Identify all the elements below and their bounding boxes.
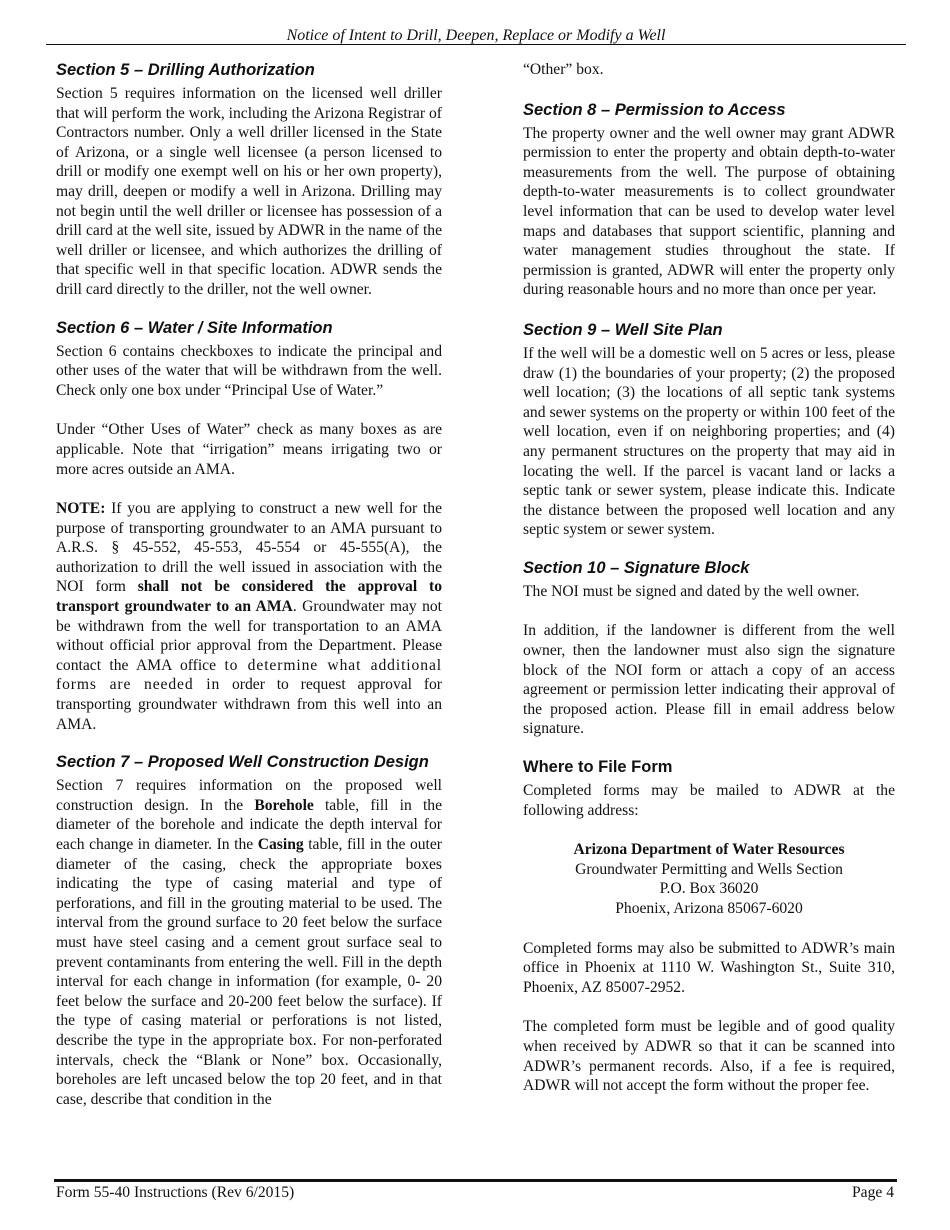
section-6-heading: Section 6 – Water / Site Information	[56, 318, 333, 337]
section-7-text-2: table, fill in the diameter of the borehole and indicate the depth interval for each change in diameter. In the	[56, 796, 442, 853]
left-column	[56, 60, 442, 1109]
section-10-body-2: In addition, if the landowner is different from the well owner, then the landowner must also sign the signature block of the NOI form or attach a copy of an access agreement or permission letter indicating their approval of the proposed action. Please fill in email address below signature.	[523, 622, 895, 738]
where-to-file-body-2: Completed forms may also be submitted to ADWR’s main office in Phoenix at 1110 W. Washington St., Suite 310, Phoenix, AZ 85007-2952.	[523, 939, 895, 996]
footer-page-number: Page 4	[851, 1184, 894, 1201]
address-line-2: P.O. Box 36020	[659, 880, 759, 898]
section-10-body-1: The NOI must be signed and dated by the well owner.	[523, 582, 860, 600]
section-5-body: Section 5 requires information on the licensed well driller that will perform the work, including the Arizona Registrar of Contractors number. Only a well driller licensed in the State of Arizona, or a single well licensee (a person licensed to drill or modify one exempt well on his or her own property), may drill, deepen or modify a well in Arizona. Drilling may not begin until the well driller or licensee has possession of a drill card at the well site, issued by ADWR in the name of the well driller or licensee, and which authorizes the drilling of that specific well in that specific location. ADWR sends the drill card directly to the driller, not the well owner.	[56, 85, 442, 298]
section-5-heading: Section 5 – Drilling Authorization	[56, 61, 315, 79]
section-7-heading: Section 7 – Proposed Well Construction Design	[56, 753, 429, 772]
section-8-body: The property owner and the well owner may grant ADWR permission to enter the property and obtain depth-to-water measurements from the well. The purpose of obtaining depth-to-water measurements is to collect groundwater level information that can be used to develop water level maps and databases that support scientific, planning and water management studies throughout the state. If permission is granted, ADWR will enter the property only during reasonable hours and no more than once per year.	[523, 124, 895, 299]
note-text-3: to determine what additional forms are needed in	[56, 656, 442, 694]
section-7-text-1: Section 7 requires information on the proposed well construction design. In the	[56, 777, 442, 814]
note-text-1: If you are applying to construct a new well for the purpose of transporting groundwater to an AMA pursuant to A.R.S. § 45-552, 45-553, 45-554 or 45-555(A), the authorization to drill the well issued in association with the NOI form	[56, 500, 442, 596]
section-7-continuation: “Other” box.	[523, 61, 604, 78]
right-column	[523, 60, 895, 1096]
section-6-body-2: Under “Other Uses of Water” check as many boxes as are applicable. Note that “irrigation” means irrigating two or more acres outside an AMA.	[56, 421, 442, 478]
section-8-heading: Section 8 – Permission to Access	[523, 100, 786, 119]
note-label: NOTE:	[56, 500, 106, 518]
section-6-body-1: Section 6 contains checkboxes to indicate the principal and other uses of the water that will be withdrawn from the well. Check only one box under “Principal Use of Water.”	[56, 342, 442, 399]
section-9-heading: Section 9 – Well Site Plan	[523, 320, 723, 339]
where-to-file-heading: Where to File Form	[523, 758, 673, 777]
footer-rule	[54, 1179, 897, 1182]
borehole-term: Borehole	[254, 796, 314, 814]
page-header-title: Notice of Intent to Drill, Deepen, Replace or Modify a Well	[286, 27, 666, 44]
section-10-heading: Section 10 – Signature Block	[523, 558, 750, 577]
address-line-3: Phoenix, Arizona 85067-6020	[615, 900, 803, 917]
mailing-address	[523, 840, 895, 918]
note-text-2: . Groundwater may not be withdrawn from the well for transportation to an AMA without official prior approval from the Department. Please contact the AMA office	[56, 598, 443, 674]
header-rule	[46, 44, 906, 45]
footer-form-number: Form 55-40 Instructions (Rev 6/2015)	[56, 1184, 295, 1201]
address-name: Arizona Department of Water Resources	[573, 841, 845, 859]
section-7-text-3: table, fill in the outer diameter of the casing, check the appropriate boxes indicating the type of casing material and type of perforations, and fill in the grouting material to be used. The interval from the ground surface to 20 feet below the surface must have steel casing and a cement grout surface seal to prevent contaminants from entering the well. Fill in the depth interval for each change in information (for example, 0- 20 feet below the surface and 20-200 feet below the surface). If the type of casing material or perforations is not listed, describe the type in the appropriate box. For non-perforated intervals, check the “Blank or None” box. Occasionally, boreholes are left uncased below the top 20 feet, and in that case, describe that condition in the	[56, 836, 442, 1108]
section-7-body	[56, 776, 442, 1109]
where-to-file-body-3: The completed form must be legible and of good quality when received by ADWR so that it can be scanned into ADWR’s permanent records. Also, if a fee is required, ADWR will not accept the form without the proper fee.	[523, 1018, 895, 1095]
note-emphasis: shall not be considered the approval to transport groundwater to an AMA	[56, 578, 443, 616]
where-to-file-body-1: Completed forms may be mailed to ADWR at the following address:	[523, 782, 895, 819]
section-9-body: If the well will be a domestic well on 5 acres or less, please draw (1) the boundaries of your property; (2) the proposed well location; (3) the locations of all septic tank systems and sewer systems on the property or within 100 feet of the well location, even if on neighboring properties; and (4) any permanent structures on the property that may aid in locating the well. If the parcel is vacant land or lacks a septic tank or sewer system, please indicate this. Indicate the distance between the proposed well location and any septic system or sewer system.	[523, 344, 895, 539]
note-text-4: order to request approval for transporting groundwater withdrawn from this well into an AMA.	[56, 676, 442, 733]
address-line-1: Groundwater Permitting and Wells Section	[575, 860, 843, 878]
note-paragraph	[56, 499, 442, 734]
casing-term: Casing	[257, 836, 304, 853]
